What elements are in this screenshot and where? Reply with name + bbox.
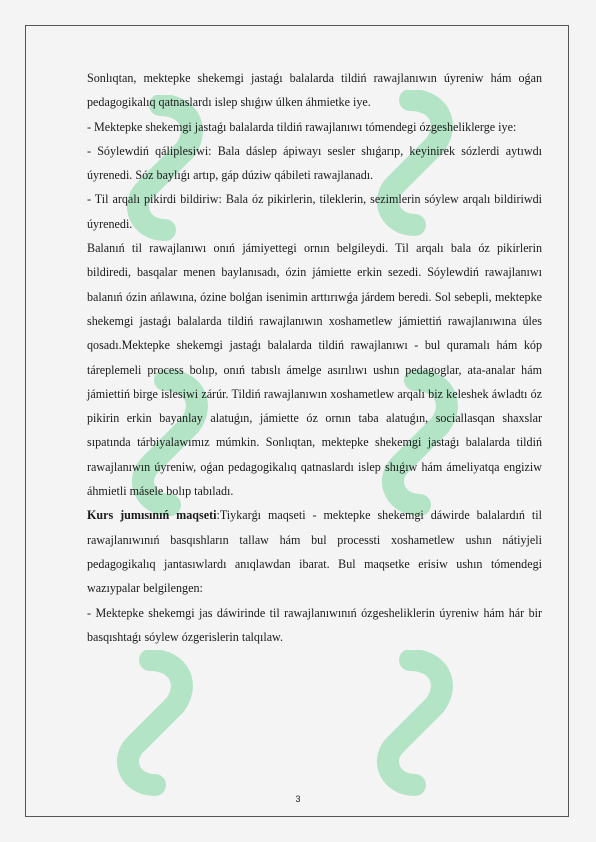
list-item: - Mektepke shekemgi jastaǵı balalarda tildiń rawajlanıwı tómendegi ózgesheliklerge iye: — [87, 119, 517, 134]
list-item: - Sóylewdiń qáliplesiwi: Bala dáslep ápiwayı sesler shıǵarıp, keyinirek sózlerdi aytıwdı úyrenedi. Sóz baylıǵı artıp, gáp dúziw qábileti rawajlanadı. — [87, 143, 542, 183]
page-number: 3 — [295, 794, 301, 804]
goal-text: :Tiykarǵı maqseti - mektepke shekemgi dáwirde balalardıń til rawajlanıwınıń basqıshların tallaw hám bul processti xoshametlew ushın nátiyjeli pedagogikalıq jantasıwlardı anıqlawdan ibarat. Bul maqsetke erisiw ushın tómendegi wazıypalar belgilengen: — [87, 508, 542, 596]
document-body — [87, 66, 542, 649]
list-item: - Mektepke shekemgi jas dáwirinde til rawajlanıwınıń ózgesheliklerin úyreniw hám hár bir basqıshtaǵı sóylew ózgerislerin talqılaw. — [87, 605, 542, 644]
goal-heading: Kurs jumısınıń maqseti — [87, 508, 217, 523]
list-item: - Til arqalı pikirdi bildiriw: Bala óz pikirlerin, tileklerin, sezimlerin sóylew arqalı bildiriwdi úyrenedi. — [87, 192, 542, 231]
paragraph: Balanıń til rawajlanıwı onıń jámiyettegi ornın belgileydi. Til arqalı bala óz pikirlerin bildiredi, basqalar menen baylanısadı, ózin jámiette erkin sezedi. Sóylewdiń rawajlanıwı balanıń ózin ańlawına, ózine bolǵan isenimin arttırıwǵa járdem beredi. Sol sebepli, mektepke shekemgi jastaǵı balalarda tildiń rawajlanıwın xoshametlew jámiettiń rawajlanıwına úles qosadı.Mektepke shekemgi jastaǵı balalarda tildiń rawajlanıwı - bul quramalı hám kóp táreplemeli process bolıp, onıń tabıslı ámelge asırılıwı ushın pedagoglar, ata-analar hám jámiettiń birge islesiwi zárúr. Tildiń rawajlanıwın xoshametlew arqalı biz keleshek áwladtı óz pikirin erkin bayanlay alatuǵın, jámiette óz ornın taba alatuǵın, sociallasqan shaxslar sıpatında tárbiyalawımız múmkin. Sonlıqtan, mektepke shekemgi jastaǵı balalarda tildiń rawajlanıwın úyreniw, oǵan pedagogikalıq qatnaslardı islep shıǵıw hám ámeliyatqa engiziw áhmietli másele bolıp tabıladı. — [87, 241, 542, 499]
paragraph: Sonlıqtan, mektepke shekemgi jastaǵı balalarda tildiń rawajlanıwın úyreniw hám oǵan pedagogikalıq qatnaslardı islep shıǵıw úlken áhmietke iye. — [87, 71, 542, 110]
paragraph-goal — [87, 503, 542, 600]
